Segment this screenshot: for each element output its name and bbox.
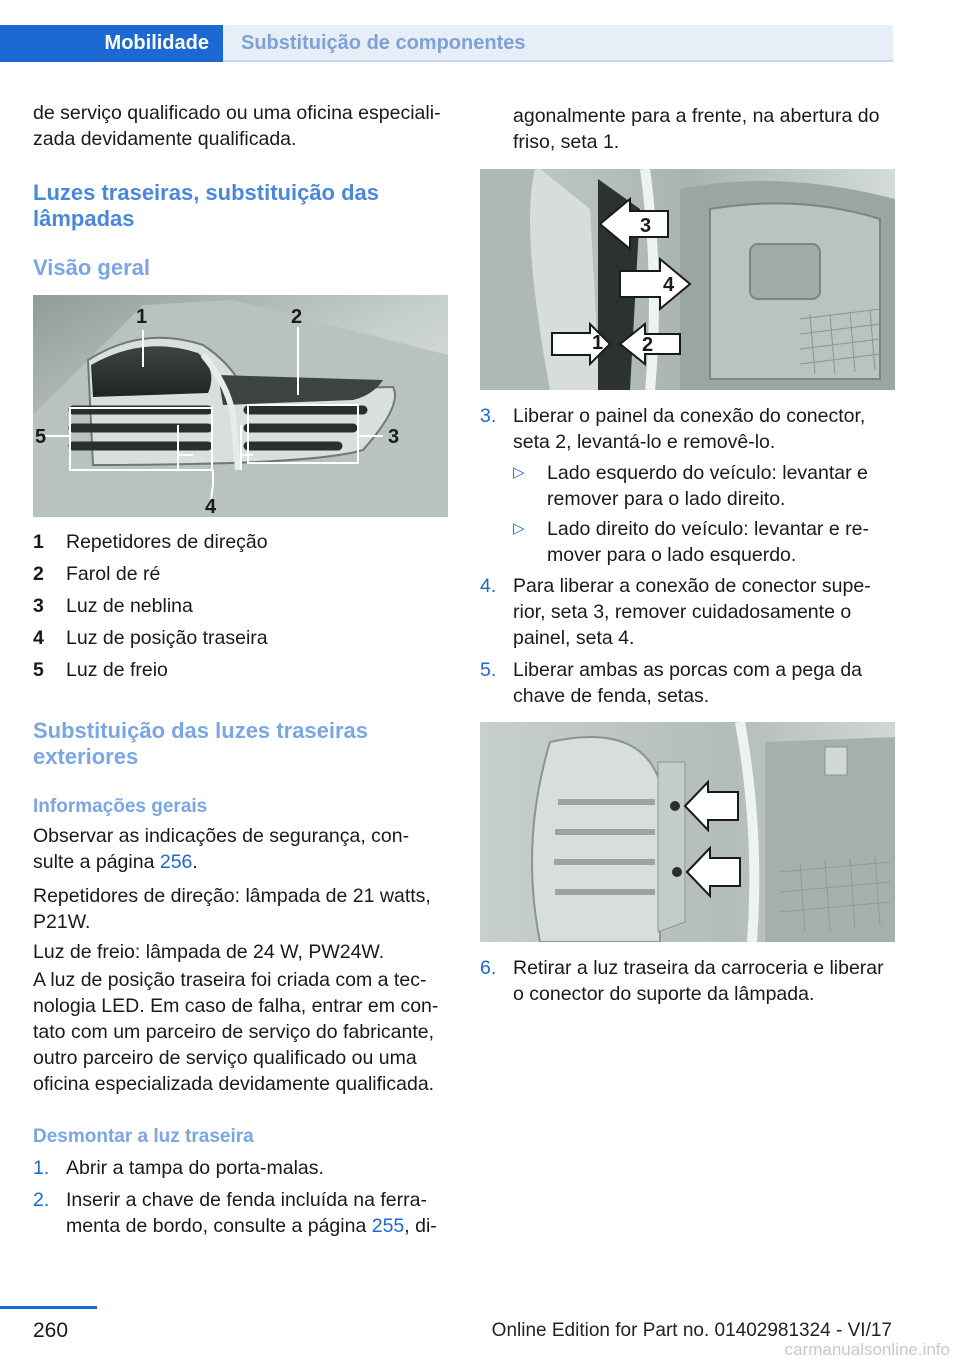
nut-release-illustration: [480, 722, 895, 942]
triangle-bullet-icon: ▷: [513, 520, 525, 537]
step-number: 2.: [33, 1189, 50, 1211]
brake-light-bulb-info: Luz de freio: lâmpada de 24 W, PW24W.: [33, 941, 385, 963]
legend-text: Luz de freio: [66, 659, 168, 681]
panel-removal-figure: [480, 169, 895, 390]
figure1-label-2: 2: [642, 334, 654, 356]
step-text: Liberar ambas as porcas com a pega da chave de fenda, setas.: [513, 659, 863, 707]
legend-number: 4: [33, 627, 44, 649]
figure-label-1: 1: [136, 306, 148, 328]
figure-label-2: 2: [291, 306, 303, 328]
figure-label-4: 4: [205, 496, 217, 517]
step-text: Liberar o painel da conexão do conector, seta 2, levantá-lo e removê-lo.: [513, 405, 866, 453]
page-link-255[interactable]: 255: [371, 1215, 405, 1237]
legend-number: 3: [33, 595, 44, 617]
position-light-led-info: A luz de posição traseira foi criada com a tec‐ nologia LED. Em caso de falha, entrar em con‐ tato com um parceiro de serviço do fabricante, outro parceiro de serviço qualificado ou uma oficina especializada devidamente qualificada.: [33, 969, 439, 1095]
intro-text: de serviço qualificado ou uma oficina especiali‐ zada devidamente qualificada.: [33, 102, 441, 150]
page-header: [0, 25, 893, 62]
legend-text: Luz de neblina: [66, 595, 193, 617]
turn-signal-bulb-info: Repetidores de direção: lâmpada de 21 watts, P21W.: [33, 885, 431, 933]
tail-light-overview-figure: [33, 295, 448, 517]
step-number: 4.: [480, 575, 497, 597]
site-watermark: carmanualsonline.info: [784, 1340, 950, 1359]
panel-removal-illustration: [480, 169, 895, 390]
nut-release-figure: [480, 722, 895, 942]
legend-number: 1: [33, 531, 44, 553]
figure-label-5: 5: [35, 426, 47, 448]
step-number: 1.: [33, 1157, 50, 1179]
heading-remove-tail-light: Desmontar a luz traseira: [33, 1126, 254, 1147]
safety-note: Observar as indicações de segurança, con‐ sulte a página 256.: [33, 825, 410, 873]
legend-text: Repetidores de direção: [66, 531, 268, 553]
substep-text: Lado direito do veículo: levantar e re‐ mover para o lado esquerdo.: [547, 518, 869, 566]
step-number: 5.: [480, 659, 497, 681]
step-text: Para liberar a conexão de conector supe‐ rior, seta 3, remover cuidadosamente o painel, seta 4.: [513, 575, 871, 649]
chapter-tab: Substituição de componentes: [223, 25, 893, 62]
step-2-continuation: agonalmente para a frente, na abertura do friso, seta 1.: [513, 105, 880, 153]
step-text: Inserir a chave de fenda incluída na ferra‐ menta de bordo, consulte a página 255, di‐: [66, 1189, 437, 1237]
heading-general-info: Informações gerais: [33, 796, 208, 817]
page-link-256[interactable]: 256: [159, 851, 193, 873]
triangle-bullet-icon: ▷: [513, 464, 525, 481]
step-text: Retirar a luz traseira da carroceria e liberar o conector do suporte da lâmpada.: [513, 957, 884, 1005]
step-text: Abrir a tampa do porta-malas.: [66, 1157, 324, 1179]
step-number: 3.: [480, 405, 497, 427]
legend-text: Farol de ré: [66, 563, 161, 585]
legend-number: 2: [33, 563, 44, 585]
legend-number: 5: [33, 659, 44, 681]
figure1-label-3: 3: [640, 215, 652, 237]
heading-overview: Visão geral: [33, 255, 150, 280]
figure1-label-1: 1: [592, 332, 604, 354]
substep-text: Lado esquerdo do veículo: levantar e remover para o lado direito.: [547, 462, 868, 510]
footer-accent-line: [0, 1306, 97, 1309]
edition-note: Online Edition for Part no. 01402981324 - VI/17: [491, 1320, 892, 1341]
heading-exterior-lights: Substituição das luzes traseiras exteriores: [33, 718, 369, 769]
figure1-label-4: 4: [663, 274, 675, 296]
step-number: 6.: [480, 957, 497, 979]
tail-light-overview-illustration: [33, 295, 448, 517]
legend-text: Luz de posição traseira: [66, 627, 268, 649]
page-number: 260: [33, 1319, 69, 1342]
header-divider: [223, 60, 893, 62]
heading-tail-lights: Luzes traseiras, substituição das lâmpadas: [33, 180, 380, 231]
section-tab: Mobilidade: [0, 25, 223, 62]
figure-label-3: 3: [388, 426, 400, 448]
